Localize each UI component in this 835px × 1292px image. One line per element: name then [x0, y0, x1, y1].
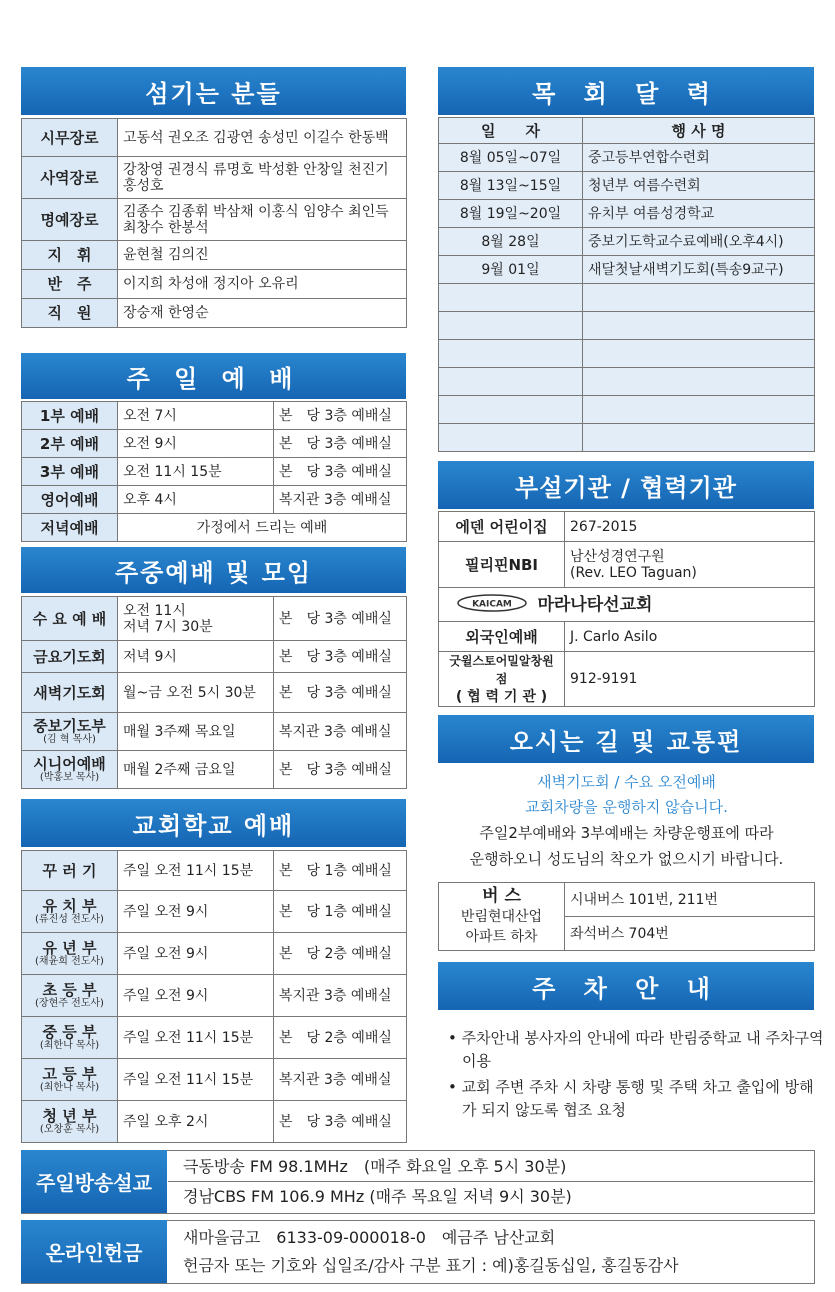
- affiliate-name-text: 굿윌스토어밀알창원점: [449, 654, 554, 686]
- service-place: 본 당 3층 예배실: [274, 430, 407, 458]
- table-row: [439, 144, 815, 172]
- table-row: [22, 402, 407, 430]
- meeting-time: 저녁 9시: [118, 641, 274, 673]
- midweek-header: 주중예배 및 모임: [21, 547, 406, 593]
- service-time: 오전 9시: [118, 430, 274, 458]
- event-name: 유치부 여름성경학교: [583, 200, 815, 228]
- service-desc: 가정에서 드리는 예배: [118, 514, 407, 542]
- bus-stop-line: 반림현대산업: [460, 909, 543, 925]
- table-row: [439, 652, 815, 707]
- offering-line: 헌금자 또는 기호와 십일조/감사 구분 표기 : 예)홍길동십일, 홍길동감사: [183, 1256, 679, 1275]
- affiliate-name: [439, 652, 565, 707]
- affiliates-table: [438, 511, 815, 707]
- dept-name: [22, 1017, 118, 1059]
- notice-line: 새벽기도회 / 수요 오전예배: [537, 773, 716, 791]
- table-row: [439, 368, 815, 396]
- affiliate-name: 마라나타선교회: [537, 594, 653, 615]
- dept-name: [22, 1059, 118, 1101]
- affiliate-value: 267-2015: [565, 512, 815, 542]
- bus-stop: [439, 883, 565, 951]
- meeting-place: 본 당 3층 예배실: [274, 597, 407, 641]
- table-row: [22, 1101, 407, 1143]
- table-row: [22, 299, 407, 328]
- col-event: 행 사 명: [583, 118, 815, 144]
- affiliates-header: 부설기관 / 협력기관: [438, 461, 814, 509]
- role-names: 김종수 김종휘 박삼채 이홍식 임양수 최인득 최창수 한봉석: [118, 199, 407, 241]
- service-time: 오전 7시: [118, 402, 274, 430]
- table-row: [439, 256, 815, 284]
- event-name: 새달첫날새벽기도회(특송9교구): [583, 256, 815, 284]
- table-row: [22, 673, 407, 713]
- event-date: [439, 368, 583, 396]
- broadcast-line: 경남CBS FM 106.9 MHz (매주 목요일 저녁 9시 30분): [183, 1187, 572, 1206]
- table-row: [439, 588, 815, 622]
- dept-leader: (채윤희 전도사): [35, 956, 104, 967]
- col-date: 일 자: [439, 118, 583, 144]
- meeting-time: 매월 2주째 금요일: [118, 751, 274, 789]
- table-row: [439, 424, 815, 452]
- role-label: 시무장로: [22, 119, 118, 157]
- role-label: 사역장로: [22, 157, 118, 199]
- role-names: 고동석 권오조 김광연 송성민 이길수 한동백: [118, 119, 407, 157]
- meeting-place: 본 당 3층 예배실: [274, 751, 407, 789]
- event-name: 청년부 여름수련회: [583, 172, 815, 200]
- service-place: 본 당 3층 예배실: [274, 458, 407, 486]
- dept-leader: (최한나 목사): [39, 1040, 100, 1051]
- event-name: [583, 312, 815, 340]
- kaicam-logo-text: KAICAM: [472, 599, 512, 609]
- meeting-place: 본 당 3층 예배실: [274, 641, 407, 673]
- affiliate-name: 필리핀NBI: [439, 542, 565, 588]
- service-place: 본 당 3층 예배실: [274, 402, 407, 430]
- notice-line: 운행하오니 성도님의 착오가 없으시기 바랍니다.: [469, 850, 784, 868]
- meeting-time: 오전 11시 저녁 7시 30분: [118, 597, 274, 641]
- role-label: 지 휘: [22, 241, 118, 270]
- dept-name-text: 유 년 부: [42, 939, 97, 957]
- service-place: 복지관 3층 예배실: [274, 486, 407, 514]
- table-row: [22, 891, 407, 933]
- event-date: [439, 340, 583, 368]
- table-row: [22, 713, 407, 751]
- table-row: [22, 514, 407, 542]
- dept-time: 주일 오전 11시 15분: [118, 1059, 274, 1101]
- event-date: 9월 01일: [439, 256, 583, 284]
- affiliate-sub: ( 협 력 기 관 ): [455, 689, 548, 705]
- affiliate-name: 에덴 어린이집: [439, 512, 565, 542]
- parking-header: 주 차 안 내: [438, 962, 814, 1010]
- dept-leader: (류진성 전도사): [35, 914, 104, 925]
- dept-place: 본 당 2층 예배실: [274, 1017, 407, 1059]
- event-name: 중고등부연합수련회: [583, 144, 815, 172]
- dept-name-text: 초 등 부: [42, 981, 97, 999]
- dept-name: [22, 975, 118, 1017]
- dept-time: 주일 오전 11시 15분: [118, 1017, 274, 1059]
- dept-time: 주일 오전 11시 15분: [118, 851, 274, 891]
- dept-leader: (오창훈 목사): [39, 1124, 100, 1135]
- table-row: [22, 975, 407, 1017]
- dept-name: [22, 891, 118, 933]
- bus-table: [438, 882, 815, 951]
- affiliate-value: 남산성경연구원 (Rev. LEO Taguan): [565, 542, 815, 588]
- dept-place: 복지관 3층 예배실: [274, 975, 407, 1017]
- table-row: [22, 851, 407, 891]
- table-row: [439, 228, 815, 256]
- bus-title: 버 스: [482, 886, 521, 906]
- school-table: [21, 850, 407, 1143]
- meeting-name: 수 요 예 배: [22, 597, 118, 641]
- dept-name: 꾸 러 기: [22, 851, 118, 891]
- sunday-header: 주 일 예 배: [21, 353, 406, 399]
- service-name: 2부 예배: [22, 430, 118, 458]
- meeting-name-text: 시니어예배: [33, 755, 106, 773]
- dept-time: 주일 오후 2시: [118, 1101, 274, 1143]
- dept-name: [22, 1101, 118, 1143]
- table-row: [439, 200, 815, 228]
- table-row: [22, 119, 407, 157]
- calendar-header-row: [439, 118, 815, 144]
- meeting-leader: (박홍보 목사): [39, 772, 100, 783]
- role-names: 윤현철 김의진: [118, 241, 407, 270]
- notice-line: 교회차량을 운행하지 않습니다.: [525, 798, 728, 816]
- event-date: [439, 312, 583, 340]
- event-date: 8월 05일~07일: [439, 144, 583, 172]
- calendar-header: 목 회 달 력: [438, 67, 814, 115]
- bus-route: 좌석버스 704번: [565, 917, 815, 951]
- table-row: [22, 751, 407, 789]
- divider: [168, 1181, 813, 1182]
- meeting-place: 본 당 3층 예배실: [274, 673, 407, 713]
- dept-name-text: 청 년 부: [42, 1107, 97, 1125]
- dept-place: 본 당 3층 예배실: [274, 1101, 407, 1143]
- broadcast-label: 주일방송설교: [21, 1150, 167, 1213]
- meeting-name: 새벽기도회: [22, 673, 118, 713]
- table-row: [439, 172, 815, 200]
- table-row: [439, 883, 815, 917]
- service-name: 저녁예배: [22, 514, 118, 542]
- dept-name-text: 중 등 부: [42, 1023, 97, 1041]
- table-row: [22, 933, 407, 975]
- affiliate-name: 외국인예배: [439, 622, 565, 652]
- dept-name-text: 유 치 부: [42, 897, 97, 915]
- dept-place: 본 당 1층 예배실: [274, 851, 407, 891]
- dept-place: 본 당 2층 예배실: [274, 933, 407, 975]
- event-date: 8월 19일~20일: [439, 200, 583, 228]
- dept-name-text: 고 등 부: [42, 1065, 97, 1083]
- event-name: 중보기도학교수료예배(오후4시): [583, 228, 815, 256]
- table-row: [22, 430, 407, 458]
- meeting-leader: (김 혁 목사): [43, 734, 96, 745]
- dept-time: 주일 오전 9시: [118, 891, 274, 933]
- broadcast-line: 극동방송 FM 98.1MHz (매주 화요일 오후 5시 30분): [183, 1157, 567, 1176]
- event-name: [583, 424, 815, 452]
- event-date: [439, 396, 583, 424]
- parking-item: • 교회 주변 주차 시 차량 통행 및 주택 차고 출입에 방해가 되지 않도록 협조 요청: [448, 1078, 814, 1119]
- table-row: [22, 241, 407, 270]
- table-row: [22, 641, 407, 673]
- table-row: [439, 312, 815, 340]
- meeting-place: 복지관 3층 예배실: [274, 713, 407, 751]
- table-row: [22, 486, 407, 514]
- meeting-time: 매월 3주째 목요일: [118, 713, 274, 751]
- table-row: [439, 622, 815, 652]
- servers-table: [21, 118, 407, 328]
- offering-label: 온라인헌금: [21, 1220, 167, 1283]
- midweek-table: [21, 596, 407, 789]
- dept-leader: (최한나 목사): [39, 1082, 100, 1093]
- role-names: 강창영 권경식 류명호 박성환 안창일 천진기 홍성호: [118, 157, 407, 199]
- table-row: [22, 458, 407, 486]
- table-row: [439, 284, 815, 312]
- dept-place: 복지관 3층 예배실: [274, 1059, 407, 1101]
- event-name: [583, 340, 815, 368]
- meeting-name: [22, 713, 118, 751]
- event-date: [439, 424, 583, 452]
- table-row: [439, 340, 815, 368]
- role-label: 직 원: [22, 299, 118, 328]
- affiliate-value: 912-9191: [565, 652, 815, 707]
- service-name: 영어예배: [22, 486, 118, 514]
- kaicam-row: [439, 588, 815, 622]
- role-names: 이지희 차성애 정지아 오유리: [118, 270, 407, 299]
- parking-item: • 주차안내 봉사자의 안내에 따라 반림중학교 내 주차구역 이용: [448, 1029, 824, 1070]
- school-header: 교회학교 예배: [21, 799, 406, 847]
- meeting-name: 금요기도회: [22, 641, 118, 673]
- calendar-table: [438, 117, 815, 452]
- table-row: [22, 270, 407, 299]
- event-name: [583, 284, 815, 312]
- notice-line: 주일2부예배와 3부예배는 차량운행표에 따라: [479, 824, 774, 842]
- meeting-name-text: 중보기도부: [33, 717, 106, 735]
- service-time: 오전 11시 15분: [118, 458, 274, 486]
- bus-route: 시내버스 101번, 211번: [565, 883, 815, 917]
- table-row: [22, 157, 407, 199]
- meeting-name: [22, 751, 118, 789]
- role-label: 명예장로: [22, 199, 118, 241]
- service-name: 3부 예배: [22, 458, 118, 486]
- event-date: 8월 13일~15일: [439, 172, 583, 200]
- event-name: [583, 396, 815, 424]
- table-row: [22, 1017, 407, 1059]
- dept-leader: (장현주 전도사): [35, 998, 104, 1009]
- table-row: [439, 396, 815, 424]
- affiliate-value: J. Carlo Asilo: [565, 622, 815, 652]
- event-date: 8월 28일: [439, 228, 583, 256]
- service-name: 1부 예배: [22, 402, 118, 430]
- service-time: 오후 4시: [118, 486, 274, 514]
- servers-header: 섬기는 분들: [21, 67, 406, 115]
- bus-stop-line: 아파트 하차: [465, 929, 538, 945]
- dept-time: 주일 오전 9시: [118, 933, 274, 975]
- offering-line: 새마을금고 6133-09-000018-0 예금주 남산교회: [183, 1228, 556, 1247]
- table-row: [22, 1059, 407, 1101]
- dept-name: [22, 933, 118, 975]
- meeting-time: 월~금 오전 5시 30분: [118, 673, 274, 713]
- table-row: [22, 597, 407, 641]
- kaicam-logo: [457, 594, 527, 616]
- sunday-table: [21, 401, 407, 542]
- role-label: 반 주: [22, 270, 118, 299]
- table-row: [22, 199, 407, 241]
- directions-header: 오시는 길 및 교통편: [438, 715, 814, 763]
- event-name: [583, 368, 815, 396]
- dept-time: 주일 오전 9시: [118, 975, 274, 1017]
- event-date: [439, 284, 583, 312]
- table-row: [439, 542, 815, 588]
- table-row: [439, 512, 815, 542]
- dept-place: 본 당 1층 예배실: [274, 891, 407, 933]
- role-names: 장숭재 한영순: [118, 299, 407, 328]
